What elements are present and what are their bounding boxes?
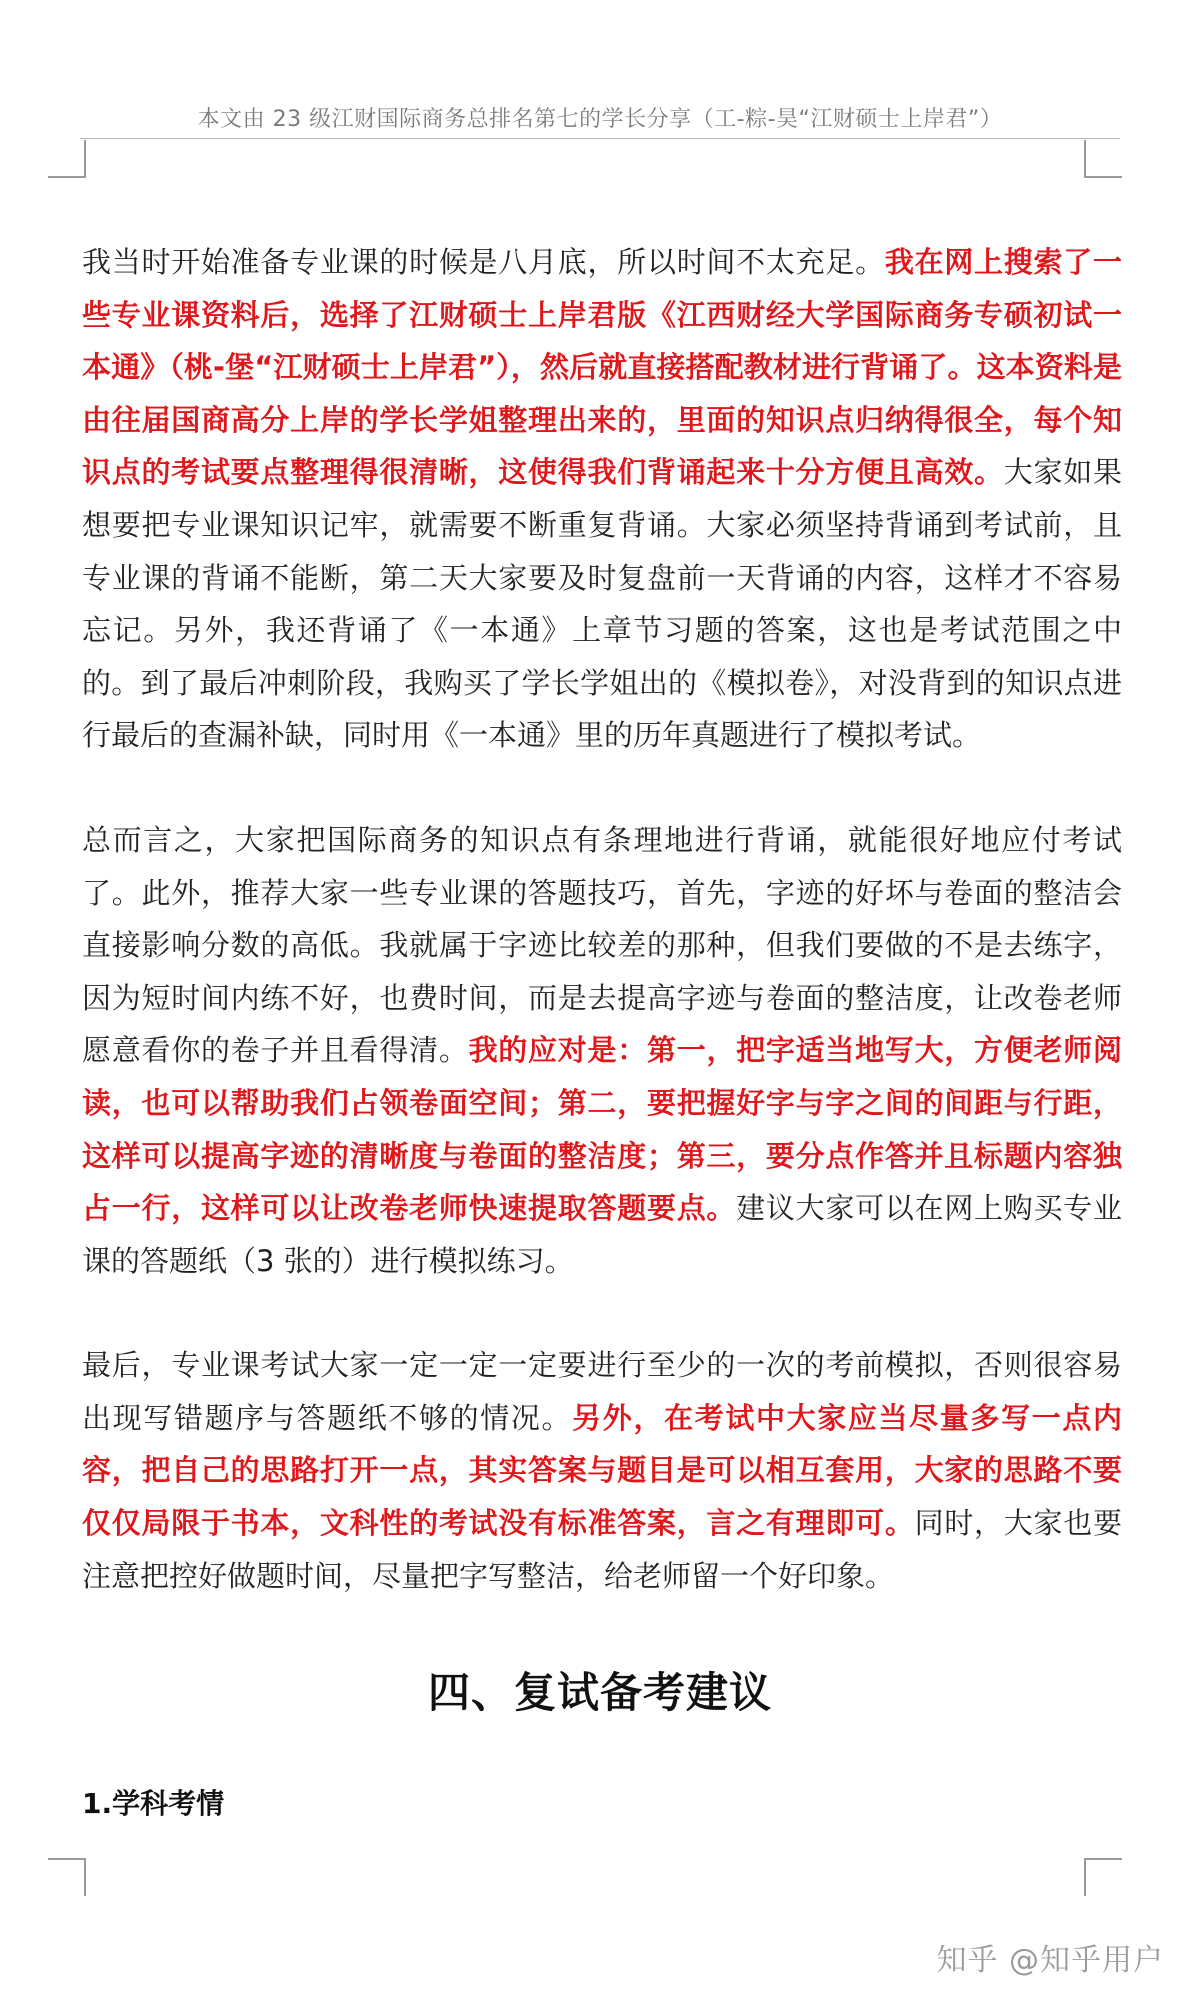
highlighted-text: 我在网上搜索了一些专业课资料后，选择了江财硕士上岸君版《江西财经大学国际商务专硕初试一本通》（桃-堡“江财硕士上岸君”），然后就直接搭配教材进行背诵了。这本资料是由往届国商高分上岸的学长学姐整理出来的，里面的知识点归纳得很全，每个知识点的考试要点整理得很清晰，这使得我们背诵起来十分方便且高效。 — [82, 245, 1122, 490]
page-header: 本文由 23 级江财国际商务总排名第七的学长分享（工-粽-昊“江财硕士上岸君”） — [197, 107, 1003, 132]
paragraph-text: 最后，专业课考试大家一定一定一定要进行至少的一次的考前模拟，否则很容易出现写错题序与答题纸不够的情况。 — [82, 1348, 1122, 1435]
subsection-heading: 1.学科考情 — [82, 1787, 225, 1820]
crop-mark-top-left — [48, 140, 86, 178]
highlighted-text: 另外，在考试中大家应当尽量多写一点内容，把自己的思路打开一点，其实答案与题目是可以相互套用，大家的思路不要仅仅局限于书本，文科性的考试没有标准答案，言之有理即可。 — [82, 1400, 1122, 1541]
crop-mark-bottom-right — [1084, 1858, 1122, 1896]
paragraph-1 — [82, 236, 1122, 762]
paragraph-text: 大家如果想要把专业课知识记牢，就需要不断重复背诵。大家必须坚持背诵到考试前，且专业课的背诵不能断，第二天大家要及时复盘前一天背诵的内容，这样才不容易忘记。另外，我还背诵了《一本通》上章节习题的答案，这也是考试范围之中的。到了最后冲刺阶段，我购买了学长学姐出的《模拟卷》，对没背到的知识点进行最后的查漏补缺，同时用《一本通》里的历年真题进行了模拟考试。 — [82, 455, 1122, 753]
paragraph-text: 我当时开始准备专业课的时候是八月底，所以时间不太充足。 — [82, 245, 885, 279]
watermark: 知乎 @知乎用户 — [936, 1943, 1164, 1978]
header-divider — [80, 138, 1120, 139]
crop-mark-top-right — [1084, 140, 1122, 178]
body-content — [82, 236, 1122, 1602]
paragraph-text: 建议大家可以在网上购买专业课的答题纸（3 张的）进行模拟练习。 — [82, 1191, 1122, 1278]
paragraph-text: 总而言之，大家把国际商务的知识点有条理地进行背诵，就能很好地应付考试了。此外，推荐大家一些专业课的答题技巧，首先，字迹的好坏与卷面的整洁会直接影响分数的高低。我就属于字迹比较差的那种，但我们要做的不是去练字，因为短时间内练不好，也费时间，而是去提高字迹与卷面的整洁度，让改卷老师愿意看你的卷子并且看得清。 — [82, 822, 1122, 1068]
paragraph-3 — [82, 1339, 1122, 1602]
paragraph-text: 同时，大家也要注意把控好做题时间，尽量把字写整洁，给老师留一个好印象。 — [82, 1506, 1122, 1593]
highlighted-text: 我的应对是：第一，把字适当地写大，方便老师阅读，也可以帮助我们占领卷面空间；第二，要把握好字与字之间的间距与行距，这样可以提高字迹的清晰度与卷面的整洁度；第三，要分点作答并且标题内容独占一行，这样可以让改卷老师快速提取答题要点。 — [82, 1033, 1122, 1226]
section-heading: 四、复试备考建议 — [427, 1668, 772, 1717]
crop-mark-bottom-left — [48, 1858, 86, 1896]
paragraph-2 — [82, 814, 1122, 1287]
